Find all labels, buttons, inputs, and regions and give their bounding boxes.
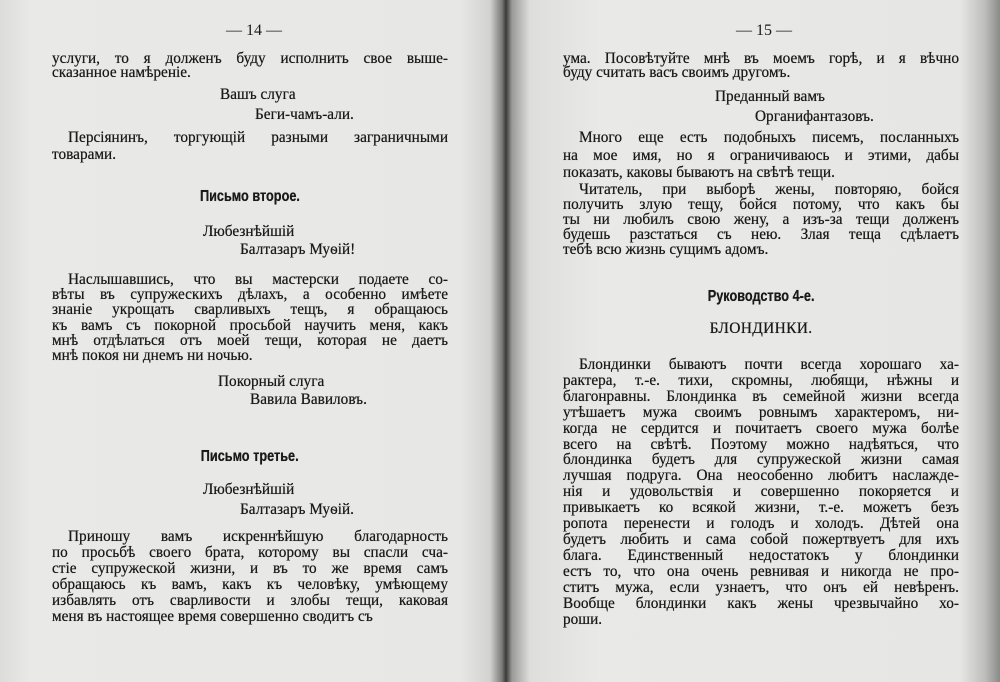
text-line: Наслышавшись, что вы мастерски подаете со- [68, 271, 448, 288]
text-line: будешь разстаться съ нею. Злая теща сдѣлаетъ [563, 226, 959, 243]
left-page [0, 0, 498, 682]
text-line: рактера, т.-е. тихи, скромны, любящи, нѣжны и [563, 371, 959, 389]
text-line: получить злую тещу, бойся потому, что какъ бы [563, 196, 959, 213]
text-line: Читатель, при выборѣ жены, повторяю, бойся [579, 181, 959, 198]
signature-line [715, 89, 825, 105]
text-line: ститъ мужа, если узнаетъ, что онъ ей невѣренъ. [563, 578, 959, 596]
signature-line [250, 392, 367, 408]
signature-line [240, 502, 354, 518]
text-line: БЛОНДИНКИ. [709, 320, 813, 337]
text-line: Руководство 4-е. [707, 288, 815, 305]
text-line: тебѣ всю жизнь сущимъ адомъ. [563, 241, 769, 258]
text-line: по просьбѣ своего брата, которому вы спасли сча- [52, 544, 448, 561]
text-line: Органифантазовъ. [755, 108, 874, 125]
paragraph [563, 357, 959, 627]
page-number: — 15 — [736, 22, 792, 39]
section-heading [52, 449, 448, 465]
text-line: благонравны. Блондинка въ семейной жизни всегда [563, 387, 959, 405]
text-line: Балтазаръ Муѳій! [240, 241, 356, 258]
text-line: Беги-чамъ-али. [255, 106, 354, 123]
text-line: утѣшаетъ мужа своимъ ровнымъ характеромъ, ни- [563, 403, 959, 421]
text-line: вѣты въ супружескихъ дѣлахъ, а особенно имѣете [52, 286, 448, 304]
signature-line [203, 224, 294, 240]
text-line: Балтазаръ Муѳій. [240, 501, 354, 518]
text-line: Преданный вамъ [715, 88, 825, 105]
text-line: блондинка будетъ для супружеской жизни самая [563, 451, 959, 469]
paragraph [52, 52, 448, 80]
text-line: Покорный слуга [218, 373, 325, 390]
text-line: избавлять отъ сварливости и злобы тещи, каковая [52, 592, 448, 609]
signature-line [203, 482, 294, 498]
text-line: Блондинки бываютъ почти всегда хорошаго ха- [579, 356, 959, 373]
paragraph [52, 529, 448, 625]
paragraph [563, 52, 959, 80]
text-line: когда не сердится и почитаетъ своего мужа болѣе [563, 419, 959, 437]
text-line: Любезнѣйшій [203, 223, 295, 240]
text-line: Вообще блондинки какъ жены чрезвычайно хо- [563, 594, 959, 612]
signature-line [218, 374, 324, 390]
text-line: ропота перенести и голодъ и холодъ. Дѣтей она [563, 515, 959, 533]
text-line: Вавила Вавиловъ. [250, 391, 367, 408]
text-line: меня въ настоящее время совершенно сводитъ съ [52, 608, 373, 625]
text-line: Персіянинъ, торгующій разными заграничными [68, 129, 448, 146]
signature-line [255, 107, 354, 123]
paragraph [563, 182, 959, 257]
text-line: товарами. [52, 146, 117, 163]
text-line: услуги, то я долженъ буду исполнить свое выше- [52, 50, 448, 67]
right-page [508, 0, 1000, 682]
text-line: роши. [563, 610, 603, 628]
text-line: знаніе укрощать сварливыхъ тещъ, я обращаюсь [52, 301, 448, 319]
text-line: Письмо второе. [200, 188, 300, 205]
text-line: нія и удовольствія и совершенно покоряется и [563, 483, 959, 501]
text-line: привыкаетъ ко всякой жизни, т.-е. можетъ безъ [563, 499, 959, 517]
section-heading [563, 321, 959, 337]
text-line: показать, каковы бываютъ на свѣтѣ тещи. [563, 164, 835, 181]
text-line: ты ни любилъ свою жену, а изъ-за тещи долженъ [563, 211, 959, 228]
text-line: обращаюсь къ вамъ, какъ къ человѣку, умѣющему [52, 576, 448, 593]
paragraph [52, 129, 448, 163]
text-line: Много еще есть подобныхъ писемъ, посланныхъ [579, 129, 959, 146]
text-line: къ вамъ съ покорной просьбой научить меня, какъ [52, 316, 448, 334]
section-heading [52, 189, 448, 205]
paragraph [52, 272, 448, 363]
paragraph [563, 129, 959, 182]
text-line: лучшая подруга. Она неособенно любитъ наслажде- [563, 467, 959, 485]
section-heading [563, 289, 959, 305]
text-line: мнѣ покоя ни днемъ ни ночью. [52, 347, 253, 365]
signature-line [220, 87, 296, 103]
text-line: ума. Посовѣтуйте мнѣ въ моемъ горѣ, и я вѣчно [563, 50, 959, 67]
text-line: стіе супружеской жизни, и въ то же время самъ [52, 560, 448, 577]
text-line: мнѣ отдѣлаться отъ моей тещи, которая не даетъ [52, 331, 448, 349]
text-line: Письмо третье. [201, 448, 299, 465]
text-line: буду считать васъ своимъ другомъ. [563, 64, 791, 81]
text-line: всего на свѣтѣ. Поэтому можно надѣяться, что [563, 435, 959, 453]
text-line: Любезнѣйшій [203, 481, 295, 498]
text-line: Вашъ слуга [220, 86, 296, 103]
signature-line [240, 242, 355, 258]
text-line: естъ то, что она очень ревнивая и никогда не про- [563, 562, 959, 580]
text-line: блага. Единственный недостатокъ у блондинки [563, 546, 959, 564]
page-number: — 14 — [226, 22, 282, 39]
signature-line [755, 109, 874, 125]
text-line: Приношу вамъ искреннѣйшую благодарность [68, 528, 448, 545]
text-line: на мое имя, но я ограничиваюсь и этими, дабы [563, 146, 959, 164]
text-line: сказанное намѣреніе. [52, 64, 191, 81]
text-line: будетъ любить и сама собой пожертвуетъ для ихъ [563, 530, 959, 548]
